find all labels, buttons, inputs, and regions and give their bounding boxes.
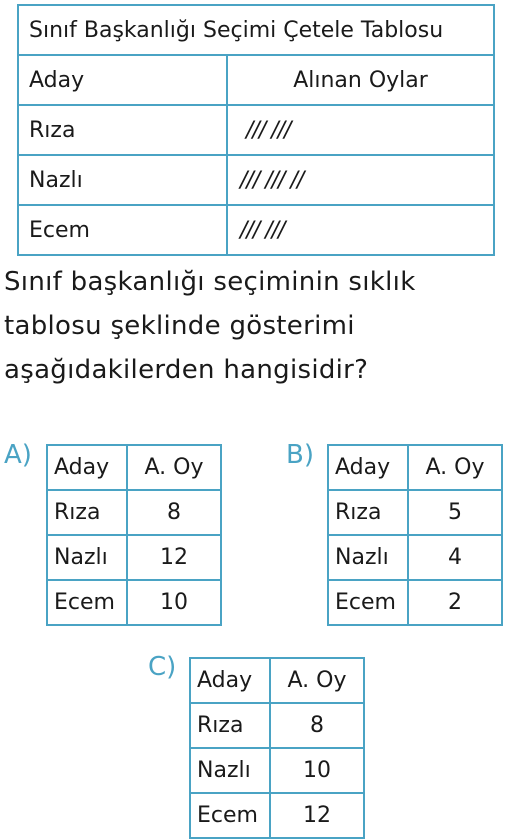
option-row [47, 535, 221, 580]
option-row [328, 580, 502, 625]
tally-title-row [18, 5, 494, 55]
option-votes: 4 [408, 535, 502, 580]
tally-name: Ecem [18, 205, 227, 255]
option-header-name: Aday [47, 445, 127, 490]
tally-header-name: Aday [18, 55, 227, 105]
option-row [47, 490, 221, 535]
option-name: Nazlı [328, 535, 408, 580]
option-name: Nazlı [190, 748, 270, 793]
option-name: Ecem [328, 580, 408, 625]
option-header-row [190, 658, 364, 703]
tally-marks: /// /// [227, 105, 494, 155]
tally-name: Nazlı [18, 155, 227, 205]
option-row [47, 580, 221, 625]
option-row [328, 535, 502, 580]
tally-name: Rıza [18, 105, 227, 155]
option-votes: 10 [270, 748, 364, 793]
tally-header-votes: Alınan Oylar [227, 55, 494, 105]
option-header-row [47, 445, 221, 490]
option-votes: 8 [270, 703, 364, 748]
option-a-letter[interactable]: A) [4, 440, 32, 470]
option-name: Rıza [328, 490, 408, 535]
option-votes: 2 [408, 580, 502, 625]
tally-row [18, 155, 494, 205]
option-name: Nazlı [47, 535, 127, 580]
option-c-table[interactable] [189, 657, 365, 839]
option-header-votes: A. Oy [270, 658, 364, 703]
option-votes: 10 [127, 580, 221, 625]
option-votes: 5 [408, 490, 502, 535]
tally-table [17, 4, 495, 256]
option-b-table[interactable] [327, 444, 503, 626]
tally-header-row [18, 55, 494, 105]
option-header-votes: A. Oy [127, 445, 221, 490]
option-row [190, 793, 364, 838]
tally-row [18, 105, 494, 155]
tally-marks: /// /// [227, 205, 494, 255]
option-name: Ecem [47, 580, 127, 625]
option-name: Rıza [47, 490, 127, 535]
tally-row [18, 205, 494, 255]
option-name: Ecem [190, 793, 270, 838]
question-text: Sınıf başkanlığı seçiminin sıklık tablosu şeklinde gösterimi aşağıdakilerden hangisidir? [4, 267, 416, 385]
option-row [190, 703, 364, 748]
option-row [328, 490, 502, 535]
option-row [190, 748, 364, 793]
option-name: Rıza [190, 703, 270, 748]
option-votes: 12 [270, 793, 364, 838]
option-header-votes: A. Oy [408, 445, 502, 490]
tally-title: Sınıf Başkanlığı Seçimi Çetele Tablosu [18, 5, 494, 55]
option-b-letter[interactable]: B) [286, 440, 314, 470]
option-header-name: Aday [190, 658, 270, 703]
option-votes: 8 [127, 490, 221, 535]
tally-marks: /// /// // [227, 155, 494, 205]
option-c-letter[interactable]: C) [148, 652, 177, 682]
option-votes: 12 [127, 535, 221, 580]
option-header-row [328, 445, 502, 490]
option-a-table[interactable] [46, 444, 222, 626]
option-header-name: Aday [328, 445, 408, 490]
